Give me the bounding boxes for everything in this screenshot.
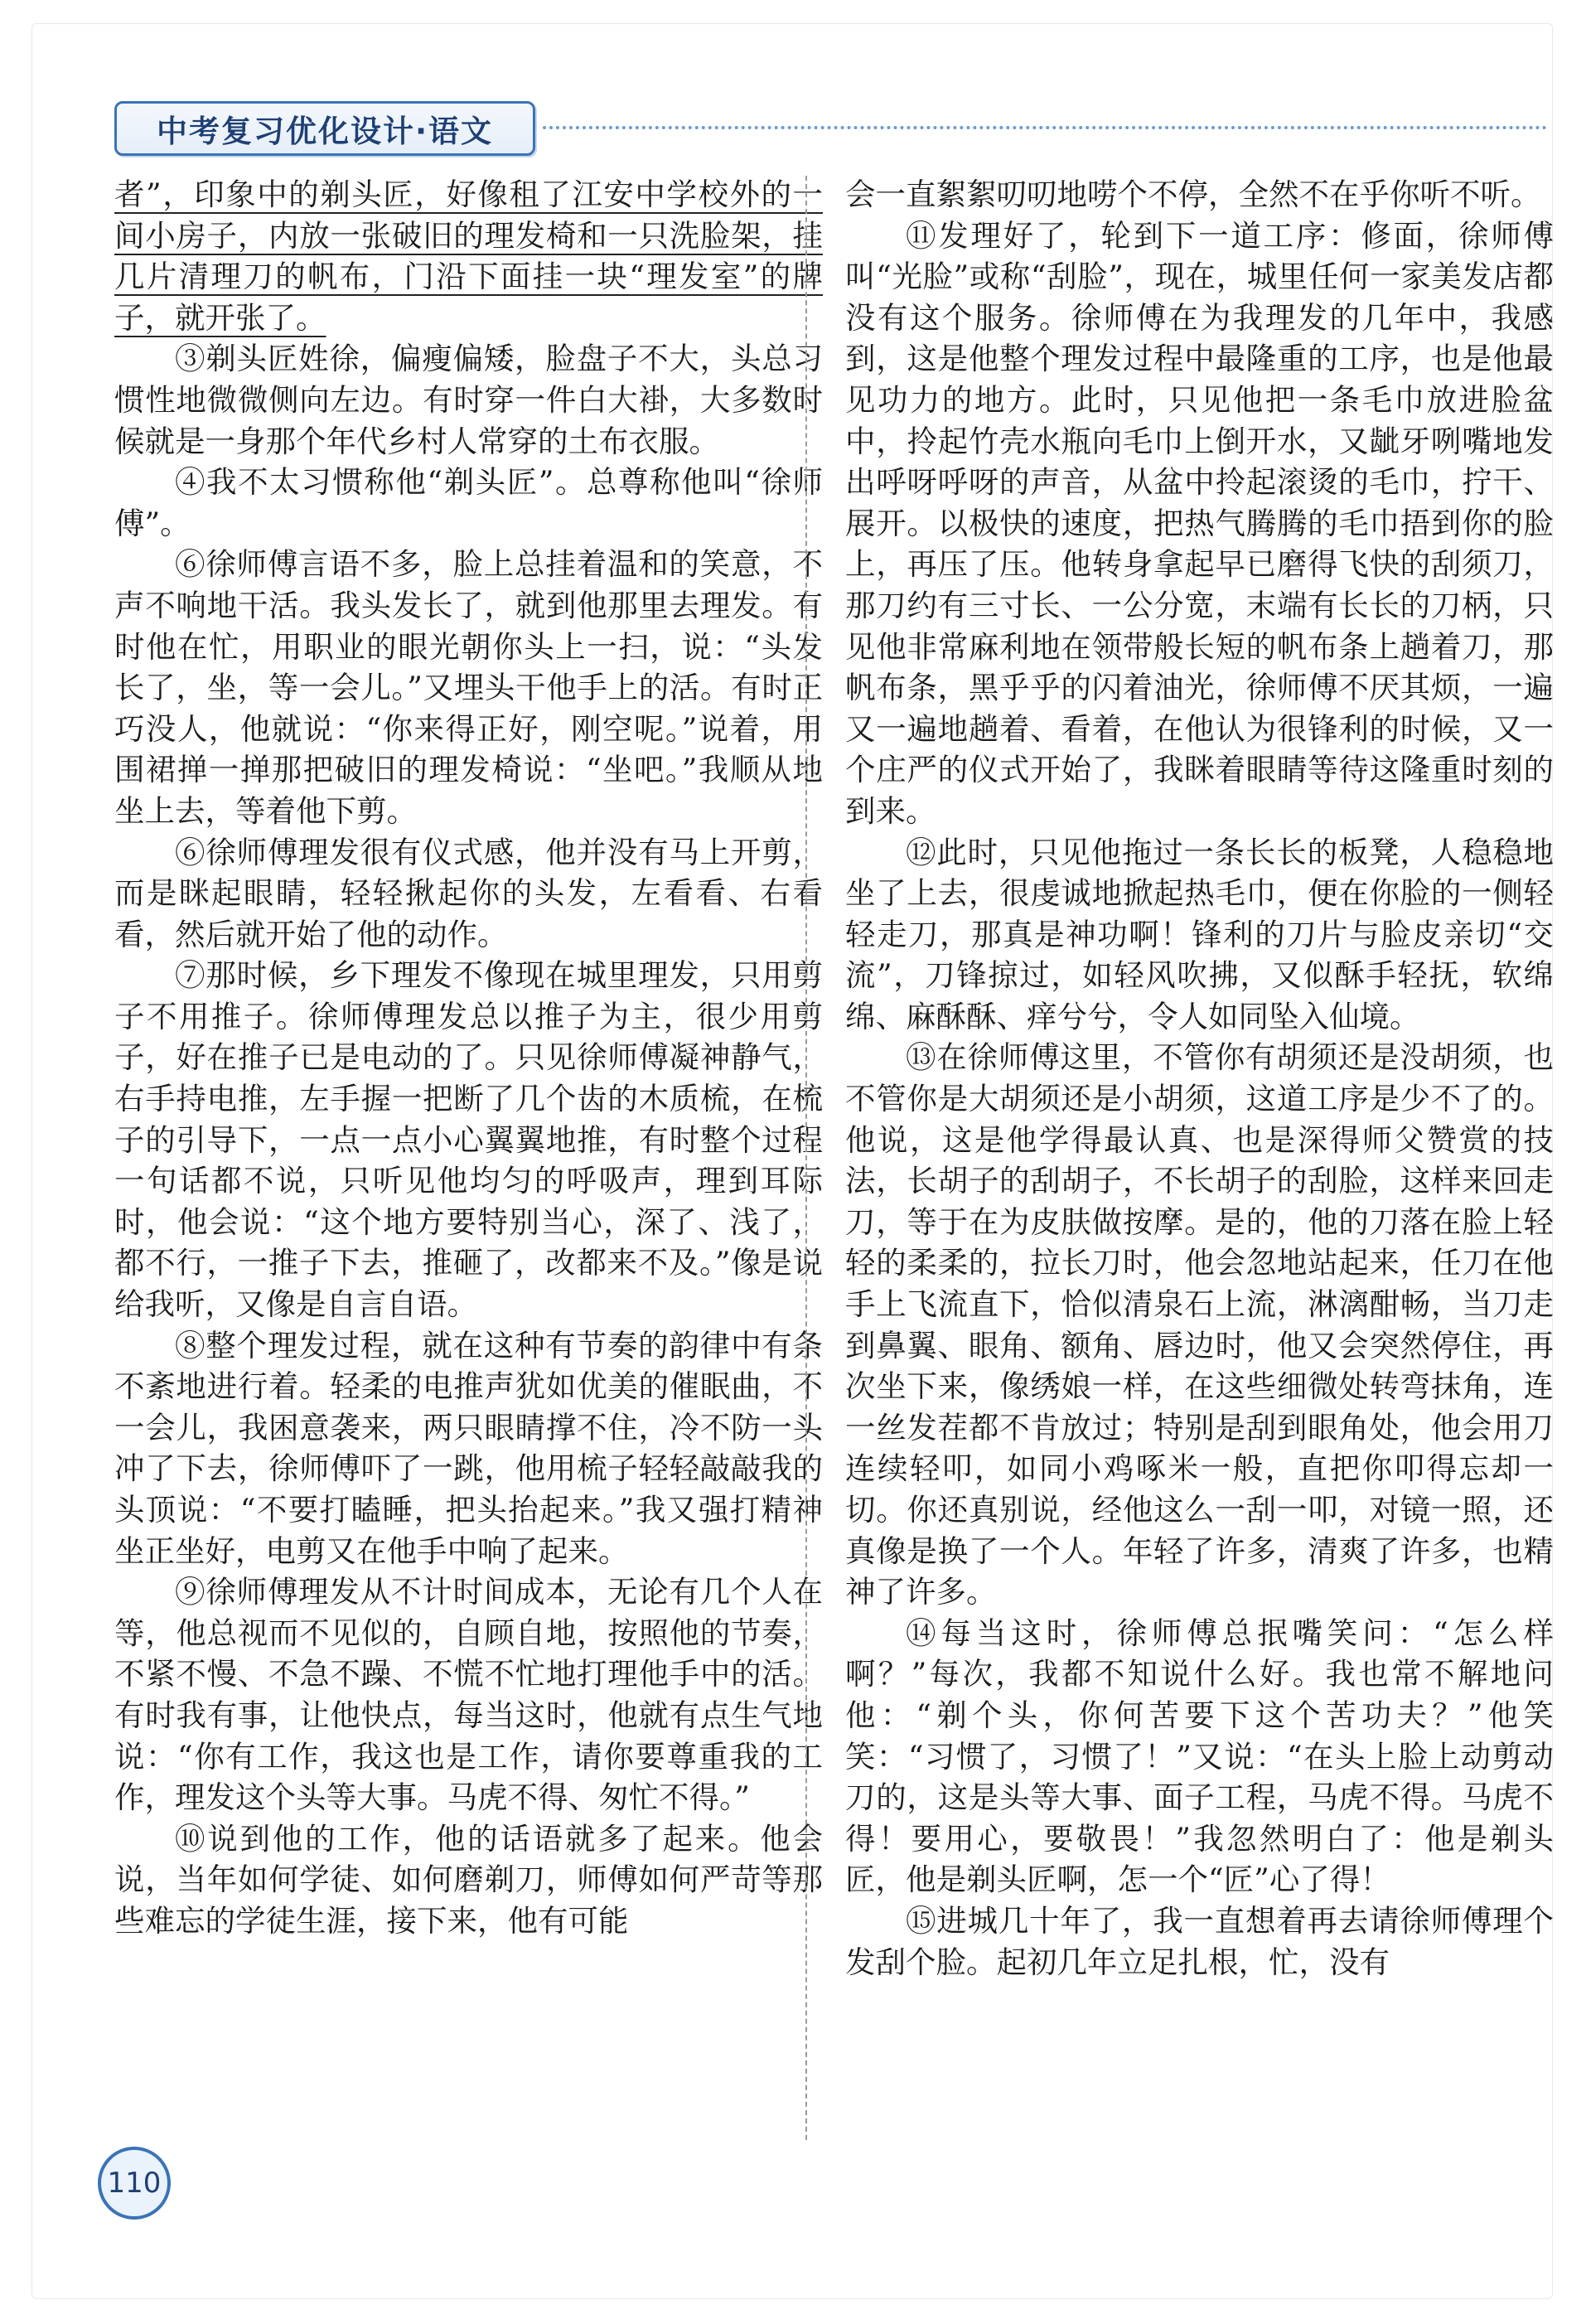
paragraph: ⑮进城几十年了，我一直想着再去请徐师傅理个发刮个脸。起初几年立足扎根，忙，没有 xyxy=(845,1902,1554,1980)
paragraph: ⑫此时，只见他拖过一条长长的板凳，人稳稳地坐了上去，很虔诚地掀起热毛巾，便在你脸的一侧轻轻走刀，那真是神功啊！锋利的刀片与脸皮亲切“交流”，刀锋掠过，如轻风吹拂，又似酥手轻抚，软绵绵、麻酥酥、痒兮兮，令人如同坠入仙境。 xyxy=(845,834,1554,1034)
paragraph: ⑨徐师傅理发从不计时间成本，无论有几个人在等，他总视而不见似的，自顾自地，按照他的节奏，不紧不慢、不急不躁、不慌不忙地打理他手中的活。有时我有事，让他快点，每当这时，他就有点生气地说：“你有工作，我这也是工作，请你要尊重我的工作，理发这个头等大事。马虎不得、匆忙不得。” xyxy=(114,1574,823,1816)
paragraph: ⑭每当这时，徐师傅总抿嘴笑问：“怎么样啊？”每次，我都不知说什么好。我也常不解地问他：“剃个头，你何苦要下这个苦功夫？”他笑笑：“习惯了，习惯了！”又说：“在头上脸上动剪动刀的，这是头等大事、面子工程，马虎不得。马虎不得！要用心，要敬畏！”我忽然明白了：他是剃头匠，他是剃头匠啊，怎一个“匠”心了得！ xyxy=(845,1615,1554,1898)
paragraph: ⑦那时候，乡下理发不像现在城里理发，只用剪子不用推子。徐师傅理发总以推子为主，很少用剪子，好在推子已是电动的了。只见徐师傅凝神静气，右手持电推，左手握一把断了几个齿的木质梳，在梳子的引导下，一点一点小心翼翼地推，有时整个过程一句话都不说，只听见他均匀的呼吸声，理到耳际时，他会说：“这个地方要特别当心，深了、浅了，都不行，一推子下去，推砸了，改都来不及。”像是说给我听，又像是自言自语。 xyxy=(114,957,823,1323)
left-column xyxy=(114,174,823,1942)
paragraph: ⑥徐师傅理发很有仪式感，他并没有马上开剪，而是眯起眼睛，轻轻揪起你的头发，左看看、右看看，然后就开始了他的动作。 xyxy=(114,834,823,952)
paragraph: ⑩说到他的工作，他的话语就多了起来。他会说，当年如何学徒、如何磨剃刀，师傅如何严苛等那些难忘的学徒生涯，接下来，他有可能 xyxy=(114,1820,823,1939)
paragraph: 者”，印象中的剃头匠，好像租了江安中学校外的一间小房子，内放一张破旧的理发椅和一只洗脸架，挂几片清理刀的帆布，门沿下面挂一块“理发室”的牌子，就开张了。 xyxy=(114,177,823,336)
header-dotted-rule xyxy=(543,126,1547,129)
paragraph: 会一直絮絮叨叨地唠个不停，全然不在乎你听不听。 xyxy=(845,177,1541,212)
page-header-title: 中考复习优化设计·语文 xyxy=(114,101,535,156)
page-number-badge: 110 xyxy=(98,2147,171,2220)
right-column xyxy=(845,174,1554,1983)
column-divider xyxy=(805,176,807,2140)
paragraph: ⑬在徐师傅这里，不管你有胡须还是没胡须，也不管你是大胡须还是小胡须，这道工序是少不了的。他说，这是他学得最认真、也是深得师父赞赏的技法，长胡子的刮胡子，不长胡子的刮脸，这样来回走刀，等于在为皮肤做按摩。是的，他的刀落在脸上轻轻的柔柔的，拉长刀时，他会忽地站起来，任刀在他手上飞流直下，恰似清泉石上流，淋漓酣畅，当刀走到鼻翼、眼角、额角、唇边时，他又会突然停住，再次坐下来，像绣娘一样，在这些细微处转弯抹角，连一丝发茬都不肯放过；特别是刮到眼角处，他会用刀连续轻叩，如同小鸡啄米一般，直把你叩得忘却一切。你还真别说，经他这么一刮一叩，对镜一照，还真像是换了一个人。年轻了许多，清爽了许多，也精神了许多。 xyxy=(845,1039,1554,1610)
paragraph: ④我不太习惯称他“剃头匠”。总尊称他叫“徐师傅”。 xyxy=(114,464,823,541)
paragraph: ⑧整个理发过程，就在这种有节奏的韵律中有条不紊地进行着。轻柔的电推声犹如优美的催眠曲，不一会儿，我困意袭来，两只眼睛撑不住，冷不防一头冲了下去，徐师傅吓了一跳，他用梳子轻轻敲敲我的头顶说：“不要打瞌睡，把头抬起来。”我又强打精神坐正坐好，电剪又在他手中响了起来。 xyxy=(114,1327,823,1569)
paragraph: ③剃头匠姓徐，偏瘦偏矮，脸盘子不大，头总习惯性地微微侧向左边。有时穿一件白大褂，大多数时候就是一身那个年代乡村人常穿的土布衣服。 xyxy=(114,341,823,459)
paragraph: ⑪发理好了，轮到下一道工序：修面，徐师傅叫“光脸”或称“刮脸”，现在，城里任何一家美发店都没有这个服务。徐师傅在为我理发的几年中，我感到，这是他整个理发过程中最隆重的工序，也是他最见功力的地方。此时，只见他把一条毛巾放进脸盆中，拎起竹壳水瓶向毛巾上倒开水，又龇牙咧嘴地发出呼呀呼呀的声音，从盆中拎起滚烫的毛巾，拧干、展开。以极快的速度，把热气腾腾的毛巾捂到你的脸上，再压了压。他转身拿起早已磨得飞快的刮须刀，那刀约有三寸长、一公分宽，末端有长长的刀柄，只见他非常麻利地在领带般长短的帆布条上趟着刀，那帆布条，黑乎乎的闪着油光，徐师傅不厌其烦，一遍又一遍地趟着、看着，在他认为很锋利的时候，又一个庄严的仪式开始了，我眯着眼睛等待这隆重时刻的到来。 xyxy=(845,217,1554,829)
paragraph: ⑥徐师傅言语不多，脸上总挂着温和的笑意，不声不响地干活。我头发长了，就到他那里去理发。有时他在忙，用职业的眼光朝你头上一扫，说：“头发长了，坐，等一会儿。”又埋头干他手上的活。有时正巧没人，他就说：“你来得正好，刚空呢。”说着，用围裙掸一掸那把破旧的理发椅说：“坐吧。”我顺从地坐上去，等着他下剪。 xyxy=(114,546,823,829)
